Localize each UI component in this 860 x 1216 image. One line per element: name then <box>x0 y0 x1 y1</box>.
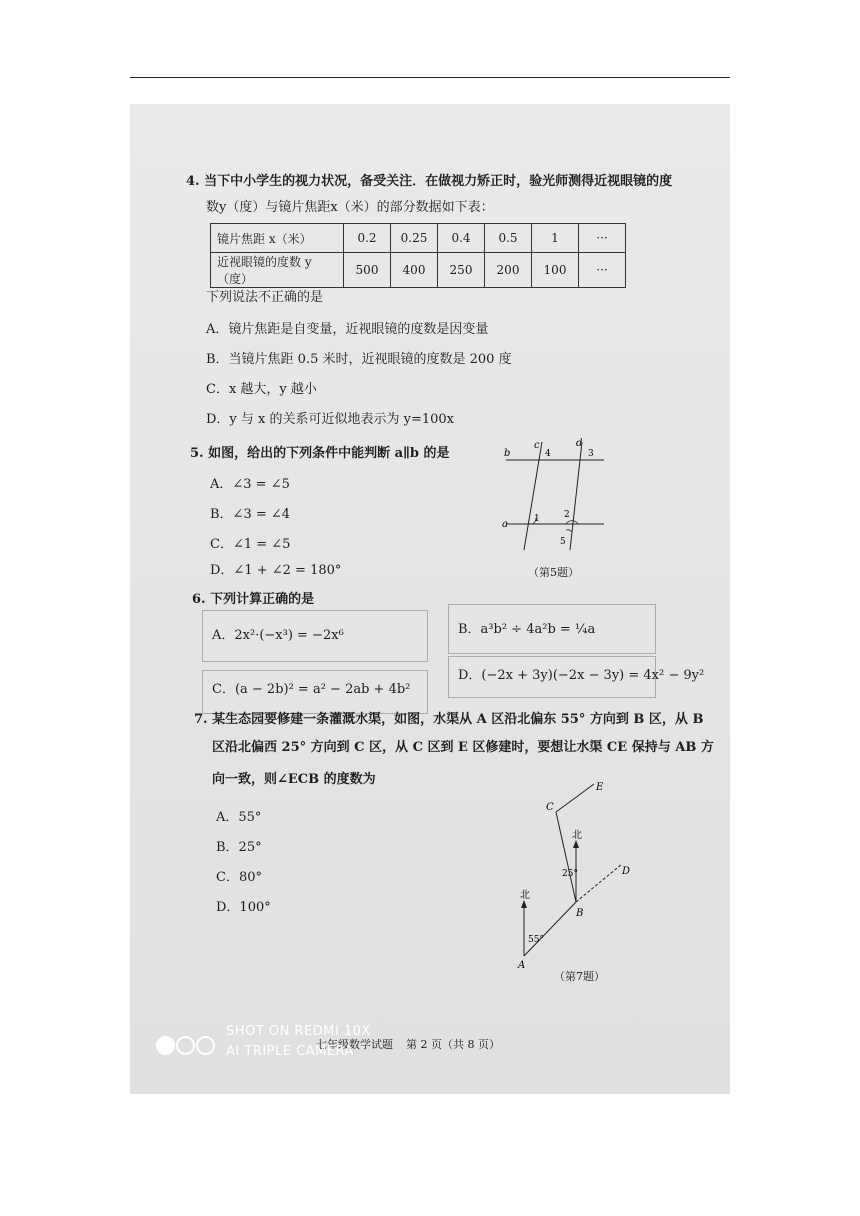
q5-option-d: D．∠1 + ∠2 = 180° <box>210 563 342 578</box>
q7-figure <box>510 780 650 970</box>
fig-angle-1: 1 <box>534 514 540 524</box>
watermark-line2: AI TRIPLE CAMERA <box>226 1044 354 1059</box>
table-cell: 0.4 <box>438 224 485 253</box>
table-cell: 250 <box>438 253 485 288</box>
q4-option-c: C．x 越大，y 越小 <box>206 382 317 397</box>
watermark-line1: SHOT ON REDMI 10X <box>226 1024 371 1039</box>
q6-option-c: C．(a − 2b)² = a² − 2ab + 4b² <box>212 682 411 697</box>
q7-caption: （第7题） <box>554 970 605 983</box>
table-cell: 400 <box>391 253 438 288</box>
exam-page-photo <box>130 104 730 1094</box>
q4-line1: 4. 当下中小学生的视力状况，备受关注．在做视力矫正时，验光师测得近视眼镜的度 <box>186 174 673 189</box>
q7-option-d: D．100° <box>216 900 271 915</box>
table-cell: 1 <box>532 224 579 253</box>
angle-mark <box>566 521 578 524</box>
q5-stem: 5. 如图，给出的下列条件中能判断 a∥b 的是 <box>190 446 450 461</box>
north-arrow-a-icon <box>521 900 527 908</box>
q6-stem: 6. 下列计算正确的是 <box>192 592 315 607</box>
q4-table <box>210 223 626 288</box>
fig-angle-4: 4 <box>545 449 551 459</box>
top-rule <box>130 77 730 78</box>
angle-25-label: 25° <box>562 869 578 879</box>
q7-option-b: B．25° <box>216 840 262 855</box>
table-row <box>211 253 626 288</box>
fig-label-b: b <box>504 448 511 459</box>
segment-bd-dashed <box>576 864 622 902</box>
q5-option-c: C．∠1 = ∠5 <box>210 537 291 552</box>
line-d <box>570 442 582 550</box>
table-cell: ··· <box>579 253 626 288</box>
table-cell: ··· <box>579 224 626 253</box>
fig-label-c: c <box>534 440 540 451</box>
q4-line2: 数y（度）与镜片焦距x（米）的部分数据如下表： <box>206 200 494 215</box>
q6-option-b: B．a³b² ÷ 4a²b = ¼a <box>458 622 596 637</box>
q4-option-b: B．当镜片焦距 0.5 米时，近视眼镜的度数是 200 度 <box>206 352 512 367</box>
table-cell: 500 <box>344 253 391 288</box>
q6-option-d: D．(−2x + 3y)(−2x − 3y) = 4x² − 9y² <box>458 668 705 683</box>
footer-page: 第 2 页（共 8 页） <box>406 1038 500 1051</box>
fig-label-d: d <box>576 438 583 449</box>
angle-55-label: 55° <box>528 935 544 945</box>
footer-subject: 七年级数学试题 <box>316 1038 393 1051</box>
q7-option-c: C．80° <box>216 870 262 885</box>
north-arrow-b-icon <box>573 840 579 848</box>
segment-ce <box>556 784 594 812</box>
q6-option-a: A．2x²·(−x³) = −2x⁶ <box>212 628 344 643</box>
q5-option-b: B．∠3 = ∠4 <box>210 507 291 522</box>
table-header-cell: 近视眼镜的度数 y（度） <box>211 253 344 288</box>
q4-option-a: A．镜片焦距是自变量，近视眼镜的度数是因变量 <box>206 322 489 337</box>
fig-label-C: C <box>546 802 554 813</box>
line-c <box>524 442 542 550</box>
table-cell: 100 <box>532 253 579 288</box>
table-header-cell: 镜片焦距 x（米） <box>211 224 344 253</box>
table-cell: 0.2 <box>344 224 391 253</box>
table-cell: 0.5 <box>485 224 532 253</box>
fig-angle-2: 2 <box>564 510 570 520</box>
table-cell: 0.25 <box>391 224 438 253</box>
north-label-b: 北 <box>572 830 582 841</box>
q5-figure <box>500 434 610 554</box>
q5-option-a: A．∠3 = ∠5 <box>210 477 290 492</box>
fig-label-A: A <box>518 960 526 970</box>
fig-label-B: B <box>576 908 584 919</box>
table-row <box>211 224 626 253</box>
table-cell: 200 <box>485 253 532 288</box>
north-label-a: 北 <box>520 890 530 901</box>
fig-angle-3: 3 <box>588 449 594 459</box>
fig-label-D: D <box>622 866 631 877</box>
fig-label-a: a <box>502 519 508 530</box>
segment-ab <box>524 902 576 956</box>
q7-line2: 区沿北偏西 25° 方向到 C 区，从 C 区到 E 区修建时，要想让水渠 CE 保持与 AB 方 <box>212 740 714 755</box>
q4-prompt: 下列说法不正确的是 <box>206 290 324 305</box>
q5-caption: （第5题） <box>528 566 579 579</box>
angle-mark <box>566 530 572 532</box>
segment-bc <box>556 812 576 902</box>
q7-line3: 向一致，则∠ECB 的度数为 <box>212 772 376 787</box>
fig-angle-5: 5 <box>560 537 566 547</box>
q4-option-d: D．y 与 x 的关系可近似地表示为 y=100x <box>206 412 455 427</box>
q7-option-a: A．55° <box>216 810 262 825</box>
q7-line1: 7. 某生态园要修建一条灌溉水渠，如图，水渠从 A 区沿北偏东 55° 方向到 B 区，从 B <box>194 712 704 727</box>
fig-label-E: E <box>596 782 604 793</box>
